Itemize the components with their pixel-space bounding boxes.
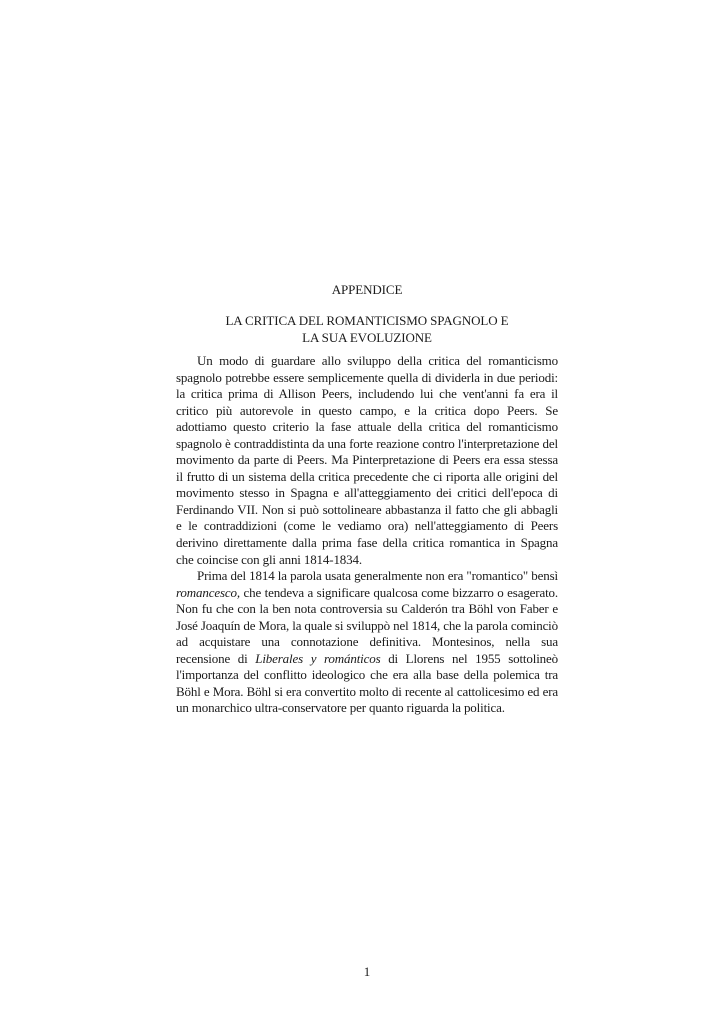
paragraph-2-italic-term: romancesco, (176, 584, 240, 600)
paragraph-2-text-2: che tendeva a significare qualcosa come bizzarro o esagerato. Non fu che con la ben nota controversia su Calderón tra Böhl von Faber e José Joaquín de Mora, la quale si sviluppò nel 1814, che la parola cominciò ad acquistare una connotazione definitiva. Montesinos, nella sua recensione di (176, 584, 558, 666)
paragraph-2-text-1: Prima del 1814 la parola usata generalmente non era "romantico" bensì (197, 568, 558, 584)
paragraph-2-italic-book-title: Liberales y románticos (255, 650, 381, 666)
title-line-2: LA SUA EVOLUZIONE (302, 329, 432, 345)
page-number: 1 (363, 964, 371, 979)
document-title (176, 313, 558, 346)
title-line-1: LA CRITICA DEL ROMANTICISMO SPAGNOLO E (225, 313, 509, 328)
paragraph-2-text-3: di Llorens nel 1955 sottolineò l'importanza del conflitto ideologico che era alla base della polemica tra Böhl e Mora. Böhl si era convertito molto di recente al cattolicesimo ed era un monarchico ultra-conservatore per quanto riguarda la politica. (176, 650, 558, 716)
paragraph-1: Un modo di guardare allo sviluppo della critica del romanticismo spagnolo potrebbe essere semplicemente quella di dividerla in due periodi: la critica prima di Allison Peers, includendo lui che vent'anni fa era il critico più autorevole in questo campo, e la critica dopo Peers. Se adottiamo questo criterio la fase attuale della critica del romanticismo spagnolo è contraddistinta da una forte reazione contro l'interpretazione del movimento da parte di Peers. Ma Pinterpretazione di Peers era essa stessa il frutto di un sistema della critica precedente che ci riporta alle origini del movimento stesso in Spagna e all'atteggiamento dei critici dell'epoca di Ferdinando VII. Non si può sottolineare abbastanza il fatto che gli abbagli e le contraddizioni (come le vediamo ora) nell'atteggiamento di Peers derivino direttamente dalla prima fase della critica romantica in Spagna che coincise con gli anni 1814-1834. (176, 353, 558, 567)
body-text (176, 353, 558, 717)
section-label: APPENDICE (331, 282, 403, 297)
paragraph-2 (176, 568, 558, 717)
